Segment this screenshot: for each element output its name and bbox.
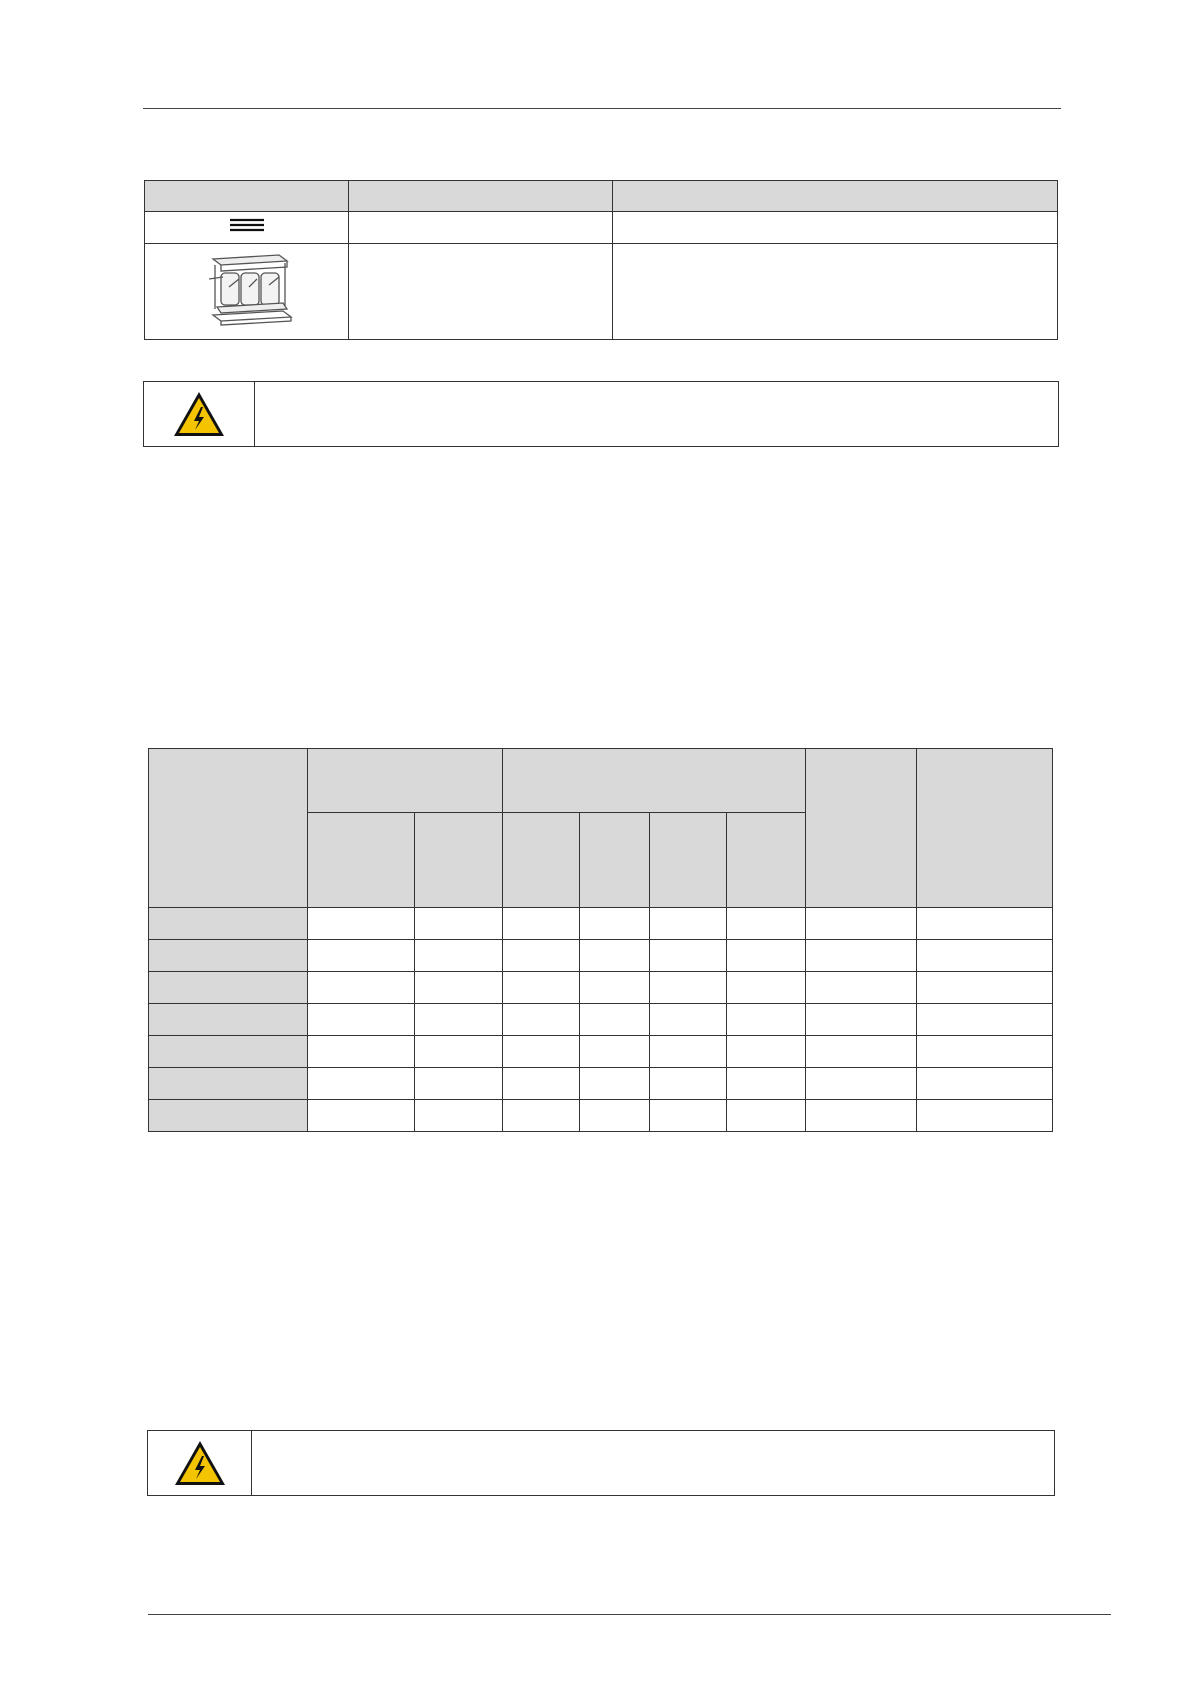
spec-cell xyxy=(503,972,580,1004)
table-row xyxy=(149,940,1053,972)
spec-cell xyxy=(917,1004,1053,1036)
spec-row-label xyxy=(149,1004,308,1036)
spec-cell xyxy=(917,1100,1053,1132)
spec-header-model xyxy=(149,749,308,908)
spec-row-label xyxy=(149,972,308,1004)
spec-header-col-8 xyxy=(806,749,917,908)
spec-cell xyxy=(503,908,580,940)
component-table-header-name xyxy=(349,181,613,212)
component-description xyxy=(613,212,1058,244)
spec-cell xyxy=(580,1100,650,1132)
table-row xyxy=(149,1068,1053,1100)
spec-cell xyxy=(650,908,727,940)
spec-row-label xyxy=(149,1036,308,1068)
spec-cell xyxy=(806,940,917,972)
spec-row-label xyxy=(149,940,308,972)
component-table xyxy=(144,180,1058,340)
spec-table-body xyxy=(149,908,1053,1132)
spec-cell xyxy=(308,940,415,972)
spec-cell xyxy=(308,1100,415,1132)
spec-cell xyxy=(308,908,415,940)
spec-cell xyxy=(503,1036,580,1068)
spec-cell xyxy=(806,908,917,940)
spec-cell xyxy=(503,1100,580,1132)
spec-cell xyxy=(650,1004,727,1036)
spec-cell xyxy=(415,1100,503,1132)
spec-cell xyxy=(415,940,503,972)
spec-cell xyxy=(650,1100,727,1132)
three-line-reactor-symbol-icon xyxy=(229,217,265,233)
table-row xyxy=(145,244,1058,340)
spec-cell xyxy=(580,1068,650,1100)
electrical-hazard-warning-icon xyxy=(172,390,226,438)
spec-cell xyxy=(727,972,806,1004)
spec-row-label xyxy=(149,908,308,940)
footer-rule xyxy=(148,1614,1111,1615)
component-name xyxy=(349,212,613,244)
header-rule xyxy=(143,108,1061,109)
spec-cell xyxy=(580,972,650,1004)
warning-text xyxy=(252,1431,1054,1495)
spec-cell xyxy=(727,1036,806,1068)
table-row xyxy=(149,908,1053,940)
table-row xyxy=(145,212,1058,244)
spec-cell xyxy=(917,908,1053,940)
spec-cell xyxy=(727,1100,806,1132)
spec-cell xyxy=(650,1036,727,1068)
component-description xyxy=(613,244,1058,340)
spec-header-col-9 xyxy=(917,749,1053,908)
spec-cell xyxy=(580,908,650,940)
spec-cell xyxy=(580,1036,650,1068)
spec-cell xyxy=(917,940,1053,972)
spec-cell xyxy=(806,1068,917,1100)
spec-cell xyxy=(727,1004,806,1036)
component-table-header-description xyxy=(613,181,1058,212)
spec-cell xyxy=(580,1004,650,1036)
spec-subheader xyxy=(308,813,415,908)
spec-cell xyxy=(503,1068,580,1100)
spec-row-label xyxy=(149,1068,308,1100)
spec-cell xyxy=(415,908,503,940)
spec-cell xyxy=(806,972,917,1004)
spec-cell xyxy=(806,1036,917,1068)
spec-header-group-1 xyxy=(308,749,503,813)
spec-cell xyxy=(415,972,503,1004)
spec-cell xyxy=(917,1068,1053,1100)
spec-subheader xyxy=(580,813,650,908)
spec-cell xyxy=(415,1004,503,1036)
component-name xyxy=(349,244,613,340)
spec-cell xyxy=(917,972,1053,1004)
spec-cell xyxy=(308,1068,415,1100)
spec-cell xyxy=(727,908,806,940)
spec-cell xyxy=(415,1036,503,1068)
spec-cell xyxy=(308,1036,415,1068)
spec-cell xyxy=(650,972,727,1004)
table-row xyxy=(149,1100,1053,1132)
spec-cell xyxy=(806,1004,917,1036)
electrical-hazard-warning-icon xyxy=(173,1439,227,1487)
spec-cell xyxy=(650,940,727,972)
spec-cell xyxy=(580,940,650,972)
spec-cell xyxy=(727,940,806,972)
spec-subheader xyxy=(415,813,503,908)
table-row xyxy=(149,1004,1053,1036)
spec-cell xyxy=(727,1068,806,1100)
electrical-warning-box xyxy=(143,381,1059,447)
spec-header-group-2 xyxy=(503,749,806,813)
table-row xyxy=(149,972,1053,1004)
spec-subheader xyxy=(650,813,727,908)
spec-table xyxy=(148,748,1053,1132)
spec-subheader xyxy=(727,813,806,908)
spec-cell xyxy=(806,1100,917,1132)
electrical-warning-box xyxy=(147,1430,1055,1496)
spec-cell xyxy=(415,1068,503,1100)
spec-cell xyxy=(503,940,580,972)
component-table-header-image xyxy=(145,181,349,212)
table-row xyxy=(149,1036,1053,1068)
spec-cell xyxy=(308,972,415,1004)
spec-row-label xyxy=(149,1100,308,1132)
warning-text xyxy=(255,382,1058,446)
spec-cell xyxy=(308,1004,415,1036)
spec-subheader xyxy=(503,813,580,908)
spec-cell xyxy=(917,1036,1053,1068)
spec-cell xyxy=(503,1004,580,1036)
spec-cell xyxy=(650,1068,727,1100)
three-phase-reactor-drawing-icon xyxy=(199,249,295,329)
